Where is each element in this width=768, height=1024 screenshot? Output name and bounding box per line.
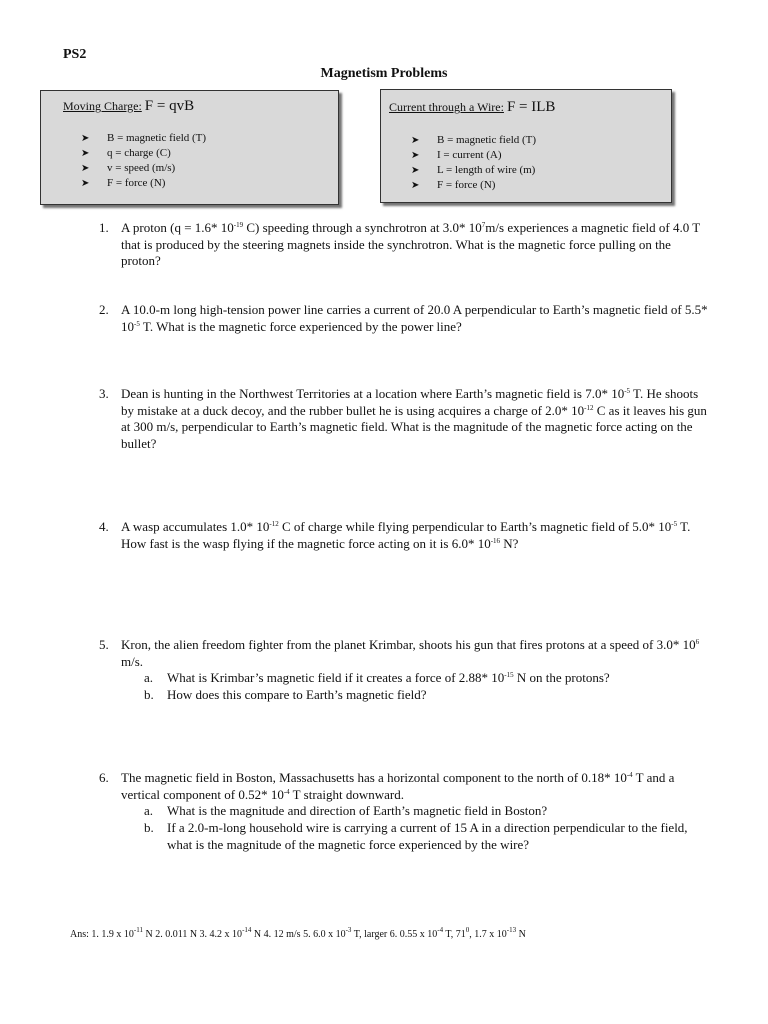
question-6 (99, 770, 719, 856)
variable-definition: L = length of wire (m) (437, 164, 536, 176)
sub-question-text: What is Krimbar’s magnetic field if it creates a force of 2.88* $10^{-15}$ N on the protons? (167, 670, 610, 685)
variable-definition: F = force (N) (437, 179, 496, 191)
list-item (411, 163, 536, 178)
variable-definition: B = magnetic field (T) (107, 132, 207, 144)
question-5 (99, 637, 719, 707)
current-wire-label: Current through a Wire: (389, 100, 504, 114)
variable-definition: v = speed (m/s) (107, 162, 176, 174)
question-text: A 10.0-m long high-tension power line carries a current of 20.0 A perpendicular to Earth’s magnetic field of 5.5* $10^{-5}$ T. What is the magnetic force experienced by the power line? (121, 302, 708, 334)
sub-question-letter: a. (144, 803, 154, 818)
arrow-bullet-icon: ➤ (411, 180, 420, 191)
question-number: 1. (99, 220, 109, 235)
moving-charge-variable-list (81, 131, 206, 191)
variable-definition: F = force (N) (107, 177, 166, 189)
arrow-bullet-icon: ➤ (411, 135, 420, 146)
question-3 (99, 386, 719, 456)
question-text: A proton (q = 1.6* $10^{-19}$ C) speeding through a synchrotron at 3.0* $10^7m/s$ experiences a magnetic field of 4.0 T that is produced by the steering magnets inside the synchrotron. What is the magnetic force pulling on the proton? (121, 220, 700, 268)
current-wire-heading (389, 99, 555, 116)
list-item (411, 178, 536, 193)
list-item (81, 161, 206, 176)
sub-question-text: What is the magnitude and direction of Earth’s magnetic field in Boston? (167, 803, 548, 818)
list-item (81, 176, 206, 191)
list-item (81, 131, 206, 146)
arrow-bullet-icon: ➤ (81, 163, 90, 174)
moving-charge-formula: F = qvB (144, 98, 195, 114)
page-label: PS2 (63, 47, 87, 62)
sub-question-letter: a. (144, 670, 154, 685)
question-number: 5. (99, 637, 109, 652)
arrow-bullet-icon: ➤ (81, 178, 90, 189)
arrow-bullet-icon: ➤ (411, 150, 420, 161)
list-item (411, 148, 536, 163)
variable-definition: I = current (A) (437, 149, 502, 161)
answer-key: Ans: 1. 1.9 x $10^{-11}$ N 2. 0.011 N 3. 4.2 x $10^{-14}$ N 4. 12 m/s 5. 6.0 x $10^{-3}$ T, larger 6. 0.55 x $10^{-4}$ T, $71^0$, 1.7 x $10^{-13}$ N (70, 926, 526, 940)
arrow-bullet-icon: ➤ (81, 148, 90, 159)
sub-question-text: If a 2.0-m-long household wire is carrying a current of 15 A in a direction perpendicular to the field, what is the magnitude of the magnetic force experienced by the wire? (167, 820, 688, 852)
arrow-bullet-icon: ➤ (411, 165, 420, 176)
question-number: 6. (99, 770, 109, 785)
page-title: Magnetism Problems (320, 66, 448, 81)
question-number: 4. (99, 519, 109, 534)
question-number: 2. (99, 302, 109, 317)
sub-question-letter: b. (144, 820, 154, 835)
question-text: A wasp accumulates 1.0* $10^{-12}$ C of charge while flying perpendicular to Earth’s magnetic field of 5.0* $10^{-5}$ T. How fast is the wasp flying if the magnetic force acting on it is 6.0* $10^{-16}$ N? (121, 519, 691, 551)
current-wire-formula: F = ILB (506, 99, 556, 115)
list-item (411, 133, 536, 148)
question-2 (99, 302, 719, 338)
moving-charge-heading (63, 98, 194, 115)
question-text: The magnetic field in Boston, Massachusetts has a horizontal component to the north of 0.18* $10^{-4}$ T and a vertical component of 0.52* $10^{-4}$ T straight downward. (121, 770, 675, 802)
moving-charge-label: Moving Charge: (63, 99, 142, 113)
current-wire-formula-box (380, 89, 672, 203)
variable-definition: B = magnetic field (T) (437, 134, 537, 146)
list-item (81, 146, 206, 161)
current-wire-variable-list (411, 133, 536, 193)
sub-question-text: How does this compare to Earth’s magnetic field? (167, 687, 427, 702)
moving-charge-formula-box (40, 90, 339, 205)
sub-question-letter: b. (144, 687, 154, 702)
variable-definition: q = charge (C) (107, 147, 171, 159)
question-1 (99, 220, 719, 272)
question-4 (99, 519, 719, 555)
question-text: Kron, the alien freedom fighter from the planet Krimbar, shoots his gun that fires protons at a speed of 3.0* $10^6$ m/s. (121, 637, 700, 669)
question-number: 3. (99, 386, 109, 401)
arrow-bullet-icon: ➤ (81, 133, 90, 144)
question-text: Dean is hunting in the Northwest Territories at a location where Earth’s magnetic field is 7.0* $10^{-5}$ T. He shoots by mistake at a duck decoy, and the rubber bullet he is using acquires a charge of 2.0* $10^{-12}$ C as it leaves his gun at 300 m/s, perpendicular to Earth’s magnetic field. What is the magnitude of the magnetic force acting on the bullet? (121, 386, 707, 451)
